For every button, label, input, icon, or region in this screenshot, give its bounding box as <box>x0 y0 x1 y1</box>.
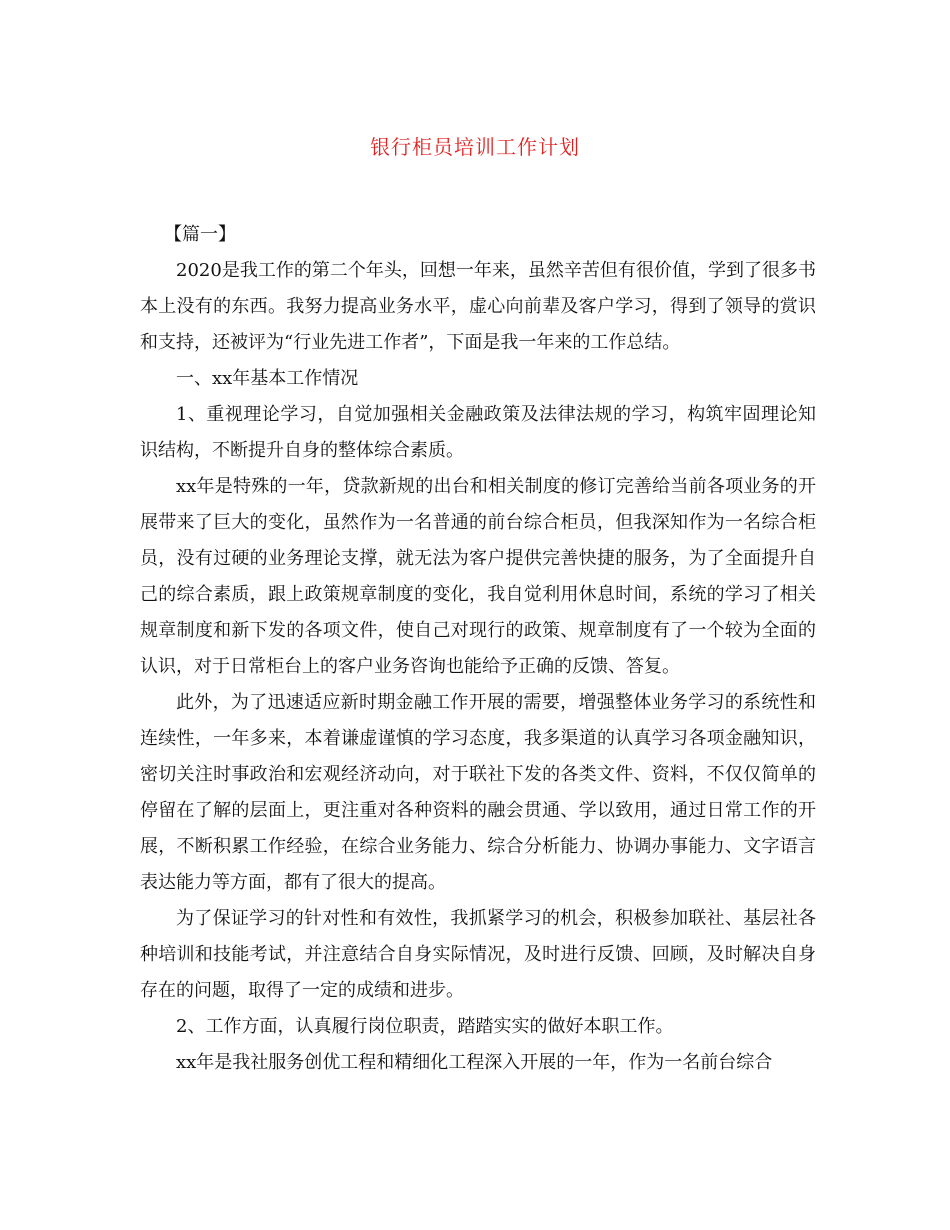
heading-basic-work: 一、xx年基本工作情况 <box>176 368 359 389</box>
heading-theory-study: 1、重视理论学习，自觉加强相关金融政策及法律法规的学习，构筑牢固理论知识结构，不断提升自身的整体综合素质。 <box>140 404 816 461</box>
paragraph-intro: 2020是我工作的第二个年头，回想一年来，虽然辛苦但有很价值，学到了很多书本上没有的东西。我努力提高业务水平，虚心向前辈及客户学习，得到了领导的赏识和支持，还被评为“行业先进工作者”，下面是我一年来的工作总结。 <box>140 260 816 353</box>
heading-work-aspect: 2、工作方面，认真履行岗位职责，踏踏实实的做好本职工作。 <box>176 1016 674 1037</box>
paragraph-special-year: xx年是特殊的一年，贷款新规的出台和相关制度的修订完善给当前各项业务的开展带来了巨大的变化，虽然作为一名普通的前台综合柜员，但我深知作为一名综合柜员，没有过硬的业务理论支撑，就无法为客户提供完善快捷的服务，为了全面提升自己的综合素质，跟上政策规章制度的变化，我自觉利用休息时间，系统的学习了相关规章制度和新下发的各项文件，使自己对现行的政策、规章制度有了一个较为全面的认识，对于日常柜台上的客户业务咨询也能给予正确的反馈、答复。 <box>140 476 816 677</box>
section-label: 【篇一】 <box>164 224 236 245</box>
document-body <box>140 217 816 1081</box>
paragraph-service-project: xx年是我社服务创优工程和精细化工程深入开展的一年，作为一名前台综合 <box>176 1052 773 1073</box>
paragraph-additionally: 此外，为了迅速适应新时期金融工作开展的需要，增强整体业务学习的系统性和连续性，一年多来，本着谦虚谨慎的学习态度，我多渠道的认真学习各项金融知识，密切关注时事政治和宏观经济动向，对于联社下发的各类文件、资料，不仅仅简单的停留在了解的层面上，更注重对各种资料的融会贯通、学以致用，通过日常工作的开展，不断积累工作经验，在综合业务能力、综合分析能力、协调办事能力、文字语言表达能力等方面，都有了很大的提高。 <box>140 692 816 893</box>
document-title: 银行柜员培训工作计划 <box>370 135 580 159</box>
paragraph-training: 为了保证学习的针对性和有效性，我抓紧学习的机会，积极参加联社、基层社各种培训和技能考试，并注意结合自身实际情况，及时进行反馈、回顾，及时解决自身存在的问题，取得了一定的成绩和进步。 <box>140 908 816 1001</box>
